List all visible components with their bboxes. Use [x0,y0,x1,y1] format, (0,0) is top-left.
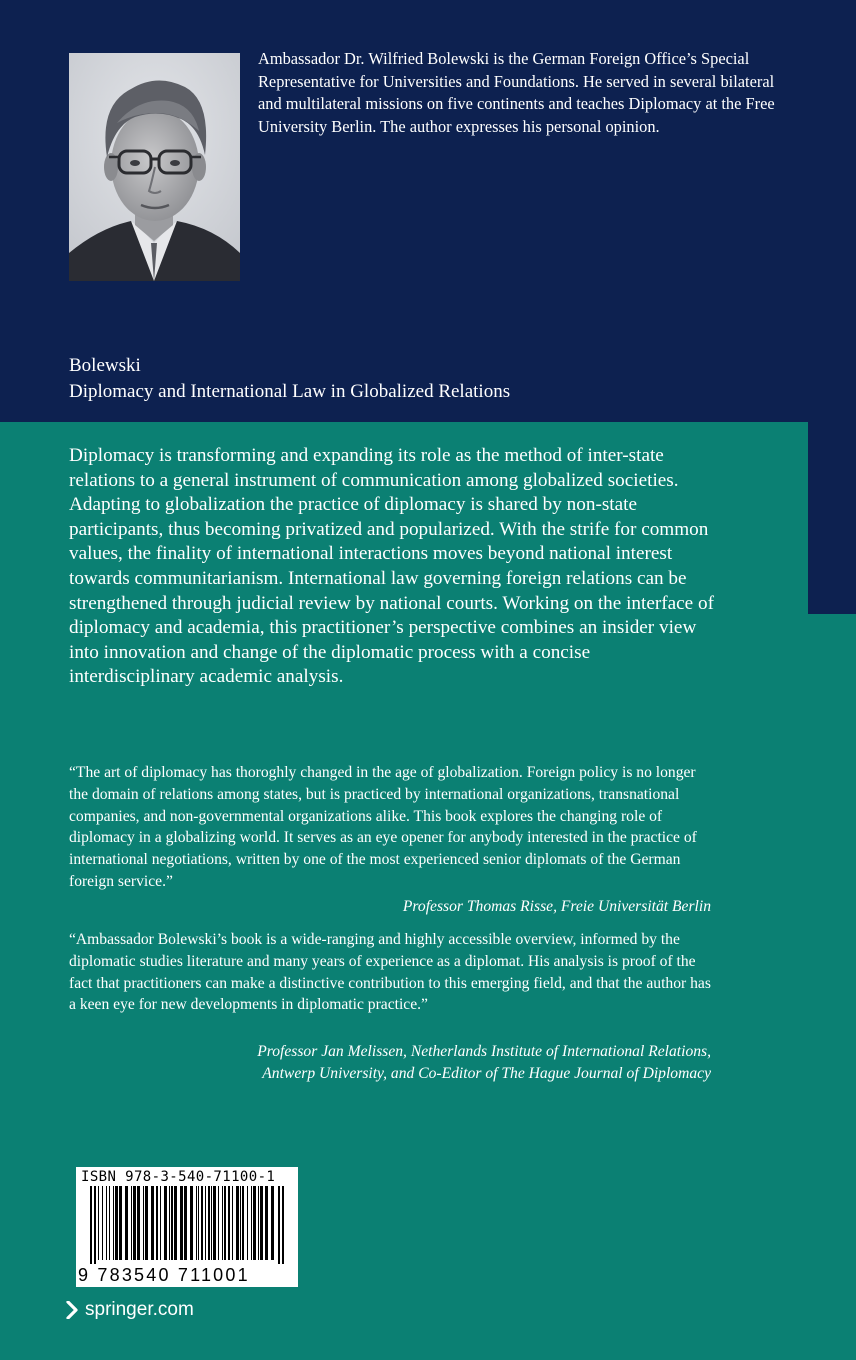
barcode-bar [201,1186,203,1260]
barcode-bar [143,1186,144,1260]
barcode-bar [102,1186,103,1260]
review-attribution-1: Professor Thomas Risse, Freie Universität Berlin [402,898,711,915]
barcode-bar [247,1186,248,1260]
isbn-barcode [76,1167,298,1287]
barcode-bar [133,1186,136,1260]
barcode-bar [164,1186,167,1260]
barcode-bar [242,1186,244,1260]
barcode-bar [137,1186,140,1260]
barcode-bar [131,1186,132,1260]
barcode-bar [190,1186,193,1260]
barcode-bar [184,1186,187,1260]
barcode-bar [113,1186,114,1260]
book-title: Diplomacy and International Law in Globalized Relations [69,381,511,402]
barcode-bar [119,1186,122,1260]
barcode-bar [282,1186,284,1264]
review-attribution-2-line1: Professor Jan Melissen, Netherlands Institute of International Relations, [257,1043,711,1060]
barcode-bar [258,1186,259,1260]
barcode-bars [90,1186,286,1264]
barcode-bar [228,1186,230,1260]
barcode-bar [90,1186,92,1264]
barcode-bar [174,1186,177,1260]
chevron-right-icon [66,1301,78,1319]
barcode-bar [156,1186,158,1260]
barcode-bar [260,1186,263,1260]
barcode-bar [145,1186,148,1260]
barcode-digits: 9 783540 711001 [78,1265,250,1285]
author-portrait-image [69,53,240,281]
author-photo [69,53,240,281]
barcode-bar [205,1186,206,1260]
barcode-bar [160,1186,161,1260]
barcode-bar [224,1186,226,1260]
barcode-bar [94,1186,96,1264]
barcode-bar [265,1186,268,1260]
barcode-bar [218,1186,219,1260]
barcode-bar [222,1186,223,1260]
barcode-bar [151,1186,154,1260]
barcode-bar [213,1186,216,1260]
barcode-bar [232,1186,233,1260]
review-attribution-2-line2: Antwerp University, and Co-Editor of The Hague Journal of Diplomacy [262,1065,711,1082]
barcode-bar [278,1186,280,1264]
barcode-bar [180,1186,183,1260]
author-bio: Ambassador Dr. Wilfried Bolewski is the German Foreign Office’s Special Representative for Universities and Foundations. He served in several bilateral and multilateral missions on five continents and teaches Diplomacy at the Free University Berlin. The author expresses his personal opinion. [258,49,775,136]
barcode-bar [251,1186,252,1260]
book-description: Diplomacy is transforming and expanding its role as the method of inter-state relations to a general instrument of communication among globalized societies. Adapting to globalization the practice of diplomacy is shared by non-state participants, thus becoming privatized and popularized. With the strife for common values, the finality of international interactions moves beyond national interest towards communitarianism. International law governing foreign relations can be strengthened through judicial review by national courts. Working on the interface of diplomacy and academia, this practitioner’s perspective combines an insider view into innovation and change of the diplomatic process with a concise interdisciplinary academic analysis. [69,445,714,688]
barcode-bar [196,1186,197,1260]
review-quote-2: “Ambassador Bolewski’s book is a wide-ranging and highly accessible overview, informed by the diplomatic studies literature and many years of experience as a diplomat. His analysis is proof of the fact that practitioners can make a distinctive contribution to this emerging field, and that the author has a keen eye for new developments in diplomatic practice.” [69,931,711,1014]
side-band [808,422,856,614]
barcode-bar [198,1186,199,1260]
barcode-bar [211,1186,212,1260]
barcode-bar [106,1186,107,1260]
barcode-bar [240,1186,241,1260]
barcode-bar [208,1186,210,1260]
barcode-bar [125,1186,128,1260]
barcode-bar [109,1186,110,1260]
publisher-link-label: springer.com [85,1299,194,1320]
barcode-bar [271,1186,274,1260]
barcode-bar [236,1186,239,1260]
review-quote-1: “The art of diplomacy has thoroghly changed in the age of globalization. Foreign policy is no longer the domain of relations among states, but is practiced by international organizations, transnational companies, and non-governmental organizations alike. This book explores the changing role of diplomacy in a globalizing world. It serves as an eye opener for anybody interested in the practice of international negotiations, written by one of the most experienced senior diplomats of the German foreign service.” [69,764,697,890]
barcode-bar [171,1186,173,1260]
barcode-bar [253,1186,256,1260]
barcode-bar [115,1186,118,1260]
isbn-label: ISBN 978-3-540-71100-1 [81,1169,276,1185]
barcode-bar [98,1186,99,1260]
barcode-bar [169,1186,170,1260]
publisher-link[interactable] [66,1299,194,1321]
book-author: Bolewski [69,355,141,376]
